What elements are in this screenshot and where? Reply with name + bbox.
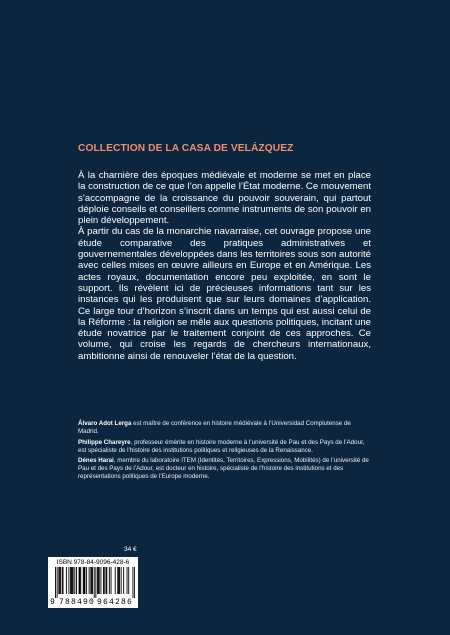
author-description: est maître de conférence en histoire médiévale à l’Universidad Complutense de Madrid. — [78, 420, 351, 435]
barcode-bar — [95, 567, 96, 598]
barcode-digit-first: 9 — [50, 598, 55, 607]
barcode-bar — [63, 567, 64, 594]
barcode-bar — [99, 567, 100, 594]
barcode-bar — [98, 567, 99, 594]
author-bio — [78, 420, 373, 436]
barcode — [48, 557, 138, 608]
barcode-bar — [66, 567, 67, 594]
barcode-bar — [103, 567, 104, 594]
barcode-bar — [118, 567, 119, 594]
barcode-bar — [84, 567, 85, 594]
barcode-bar — [111, 567, 112, 594]
barcode-bar — [92, 567, 93, 594]
barcode-bar — [127, 567, 128, 594]
author-description: , professeur émérite en histoire moderne à l’université de Pau et des Pays de l’Adour, est spécialiste de l’histoire des institutions politiques et religieuses de la Renaissance. — [78, 438, 365, 454]
barcode-bar — [106, 567, 107, 594]
barcode-bar — [121, 567, 122, 594]
author-name: Dénes Harai — [78, 457, 114, 465]
barcode-bars — [55, 567, 135, 598]
barcode-bar — [132, 567, 133, 598]
barcode-bar — [79, 567, 80, 594]
author-bios — [78, 420, 373, 484]
barcode-bar — [115, 567, 116, 594]
barcode-bar — [58, 567, 59, 594]
barcode-bar — [100, 567, 101, 594]
barcode-bar — [119, 567, 120, 594]
barcode-digits-left: 788490 — [59, 598, 96, 607]
author-name: Philippe Chareyre — [78, 438, 131, 446]
barcode-bar — [59, 567, 60, 594]
barcode-bar — [62, 567, 63, 594]
back-cover-summary — [78, 170, 371, 362]
barcode-bar — [79, 567, 80, 594]
collection-title: COLLECTION DE LA CASA DE VELÁZQUEZ — [78, 143, 294, 154]
barcode-digits — [50, 598, 136, 608]
summary-paragraph-1: À la charnière des époques médiévale et moderne se met en place la construction de ce que l’on appelle l’État moderne. Ce mouvement s’accompagne de la croissance du pouvoir souverain, qui partout déploie conseils et conseillers comme instruments de son pouvoir en plein développement. — [78, 170, 371, 227]
barcode-bar — [91, 567, 92, 594]
barcode-bar — [106, 567, 107, 594]
barcode-digits-right: 964286 — [97, 598, 134, 607]
barcode-bar — [57, 567, 58, 598]
barcode-bar — [90, 567, 91, 594]
author-bio — [78, 457, 373, 481]
barcode-bar — [94, 567, 95, 598]
barcode-bar — [72, 567, 73, 594]
isbn-number: ISBN 978-84-9096-428-6 — [56, 559, 130, 566]
barcode-bar — [104, 567, 105, 594]
summary-paragraph-2: À partir du cas de la monarchie navarraise, cet ouvrage propose une étude comparative des pratiques administratives et gouvernementales développées dans les territoires sous son autorité avec celles mises en œuvre ailleurs en Europe et en Amérique. Les actes royaux, documentation encore peu exploitée, en sont le support. Ils révèlent ici de précieuses informations tant sur les instances qui les produisent que sur leurs domaines d’application. Ce large tour d’horizon s’inscrit dans un temps qui est aussi celui de la Réforme : la religion se mêle aux questions politiques, incitant une étude novatrice par le traitement conjoint de ces approches. Ce volume, qui croise les regards de chercheurs internationaux, ambitionne ainsi de renouveler l’état de la question. — [78, 226, 371, 362]
barcode-bar — [80, 567, 81, 594]
barcode-bar — [68, 567, 69, 594]
author-bio — [78, 439, 373, 455]
barcode-bar — [74, 567, 75, 594]
barcode-bar — [83, 567, 84, 594]
price-label: 34 € — [124, 546, 137, 553]
barcode-bar — [123, 567, 124, 594]
barcode-bar — [117, 567, 118, 594]
barcode-bar — [70, 567, 71, 594]
barcode-bar — [86, 567, 87, 594]
barcode-bar — [55, 567, 56, 598]
barcode-bar — [60, 567, 61, 594]
barcode-bar — [109, 567, 110, 594]
author-description: , membre du laboratoire ITEM (Identités, Territoires, Expressions, Mobilités) de l’université de Pau et des Pays de l’Adour, est docteur en histoire, spécialiste de l’histoire des institutions et des représentations politiques de l’Europe moderne. — [78, 457, 369, 481]
barcode-bar — [76, 567, 77, 594]
barcode-bar — [89, 567, 90, 594]
barcode-bar — [73, 567, 74, 594]
barcode-bar — [97, 567, 98, 594]
barcode-bar — [84, 567, 85, 594]
barcode-bar — [128, 567, 129, 594]
barcode-bar — [134, 567, 135, 598]
barcode-bar — [71, 567, 72, 594]
author-name: Álvaro Adot Lerga — [78, 420, 132, 427]
